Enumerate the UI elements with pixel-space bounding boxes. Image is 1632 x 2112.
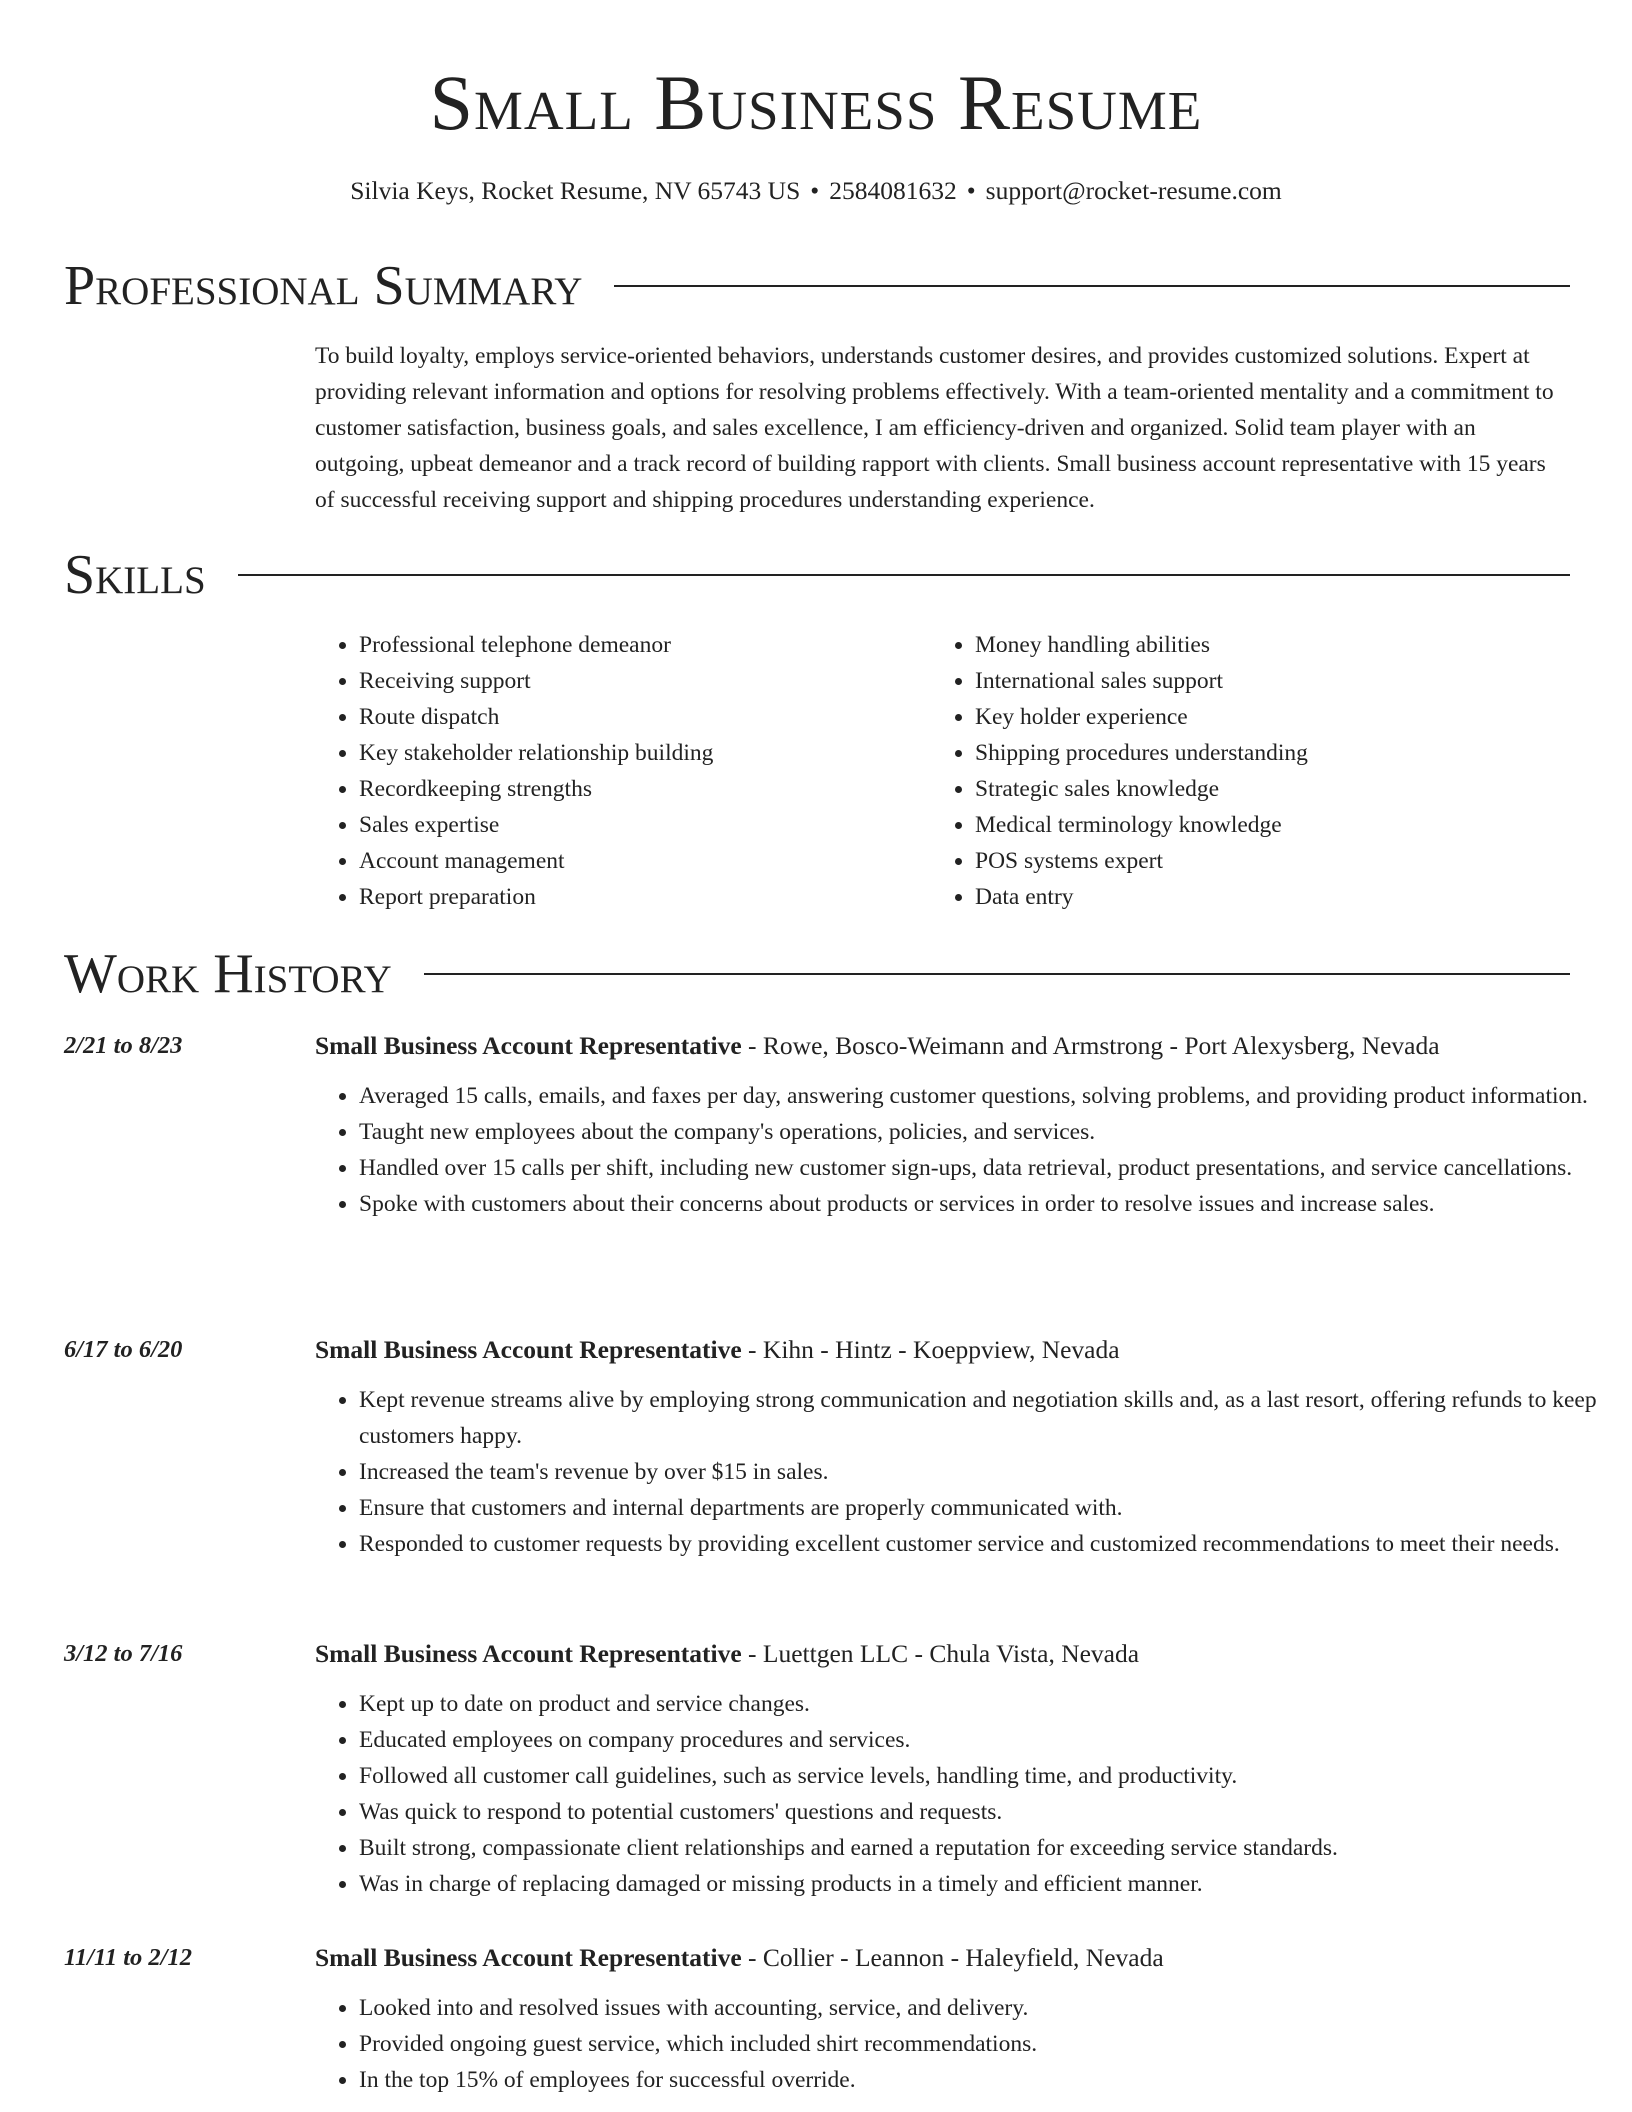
section-divider <box>424 973 1570 975</box>
job-bullet: • Spoke with customers about their concerns about products or services in order to resolve issues and increase sales. <box>359 1186 1614 1222</box>
job-bullet: • Looked into and resolved issues with accounting, service, and delivery. <box>359 1990 1614 2026</box>
job-title: Small Business Account Representative <box>315 1335 742 1364</box>
section-divider <box>614 285 1570 287</box>
skill-item: • Professional telephone demeanor <box>359 627 875 663</box>
contact-address: Silvia Keys, Rocket Resume, NV 65743 US <box>350 176 801 205</box>
skill-item: • POS systems expert <box>975 843 1491 879</box>
job-bullet: • Handled over 15 calls per shift, including new customer sign-ups, data retrieval, product presentations, and service cancellations. <box>359 1150 1614 1186</box>
skill-item: • Medical terminology knowledge <box>975 807 1491 843</box>
skill-item: • Recordkeeping strengths <box>359 771 875 807</box>
skill-item: • Shipping procedures understanding <box>975 735 1491 771</box>
contact-line <box>0 174 1632 208</box>
skills-column-right <box>931 627 1491 915</box>
skill-item: • International sales support <box>975 663 1491 699</box>
contact-separator: • <box>810 176 820 205</box>
skill-item: • Key holder experience <box>975 699 1491 735</box>
summary-section-header <box>64 254 1570 318</box>
job-bullet: • Averaged 15 calls, emails, and faxes per day, answering customer questions, solving problems, and providing product information. <box>359 1078 1614 1114</box>
skill-item: • Report preparation <box>359 879 875 915</box>
job-dates: 3/12 to 7/16 <box>64 1640 183 1667</box>
skill-item: • Money handling abilities <box>975 627 1491 663</box>
summary-text: To build loyalty, employs service-oriented behaviors, understands customer desires, and provides customized solutions. Expert at providing relevant information and options for resolving problems effectively. With a team-oriented mentality and a commitment to customer satisfaction, business goals, and sales excellence, I am efficiency-driven and organized. Solid team player with an outgoing, upbeat demeanor and a track record of building rapport with clients. Small business account representative with 15 years of successful receiving support and shipping procedures understanding experience. <box>315 343 1554 513</box>
job-bullet: • Kept up to date on product and service changes. <box>359 1686 1614 1722</box>
job-title: Small Business Account Representative <box>315 1031 742 1060</box>
job-bullet: • Responded to customer requests by providing excellent customer service and customized recommendations to meet their needs. <box>359 1526 1614 1562</box>
job-title: Small Business Account Representative <box>315 1639 742 1668</box>
job-employer-location: - Rowe, Bosco-Weimann and Armstrong - Port Alexysberg, Nevada <box>741 1031 1440 1060</box>
skills-section-header <box>64 543 1570 607</box>
job-bullet: • Was quick to respond to potential customers' questions and requests. <box>359 1794 1614 1830</box>
section-divider <box>238 574 1570 576</box>
job-heading <box>315 1332 1570 1368</box>
work-section-header <box>64 942 1570 1006</box>
job-bullet: • Taught new employees about the company's operations, policies, and services. <box>359 1114 1614 1150</box>
job-bullets <box>315 1990 1614 2098</box>
job-employer-location: - Luettgen LLC - Chula Vista, Nevada <box>741 1639 1140 1668</box>
work-heading: Work History <box>64 943 392 1005</box>
job-bullet: • Educated employees on company procedures and services. <box>359 1722 1614 1758</box>
job-bullet: • In the top 15% of employees for successful override. <box>359 2062 1614 2098</box>
job-bullets <box>315 1078 1614 1222</box>
job-heading <box>315 1636 1570 1672</box>
job-employer-location: - Collier - Leannon - Haleyfield, Nevada <box>741 1943 1164 1972</box>
summary-heading: Professional Summary <box>64 255 583 317</box>
job-bullets <box>315 1686 1614 1902</box>
job-dates: 11/11 to 2/12 <box>64 1944 192 1971</box>
contact-phone: 2584081632 <box>829 176 957 205</box>
skill-item: • Route dispatch <box>359 699 875 735</box>
skill-item: • Account management <box>359 843 875 879</box>
skill-item: • Receiving support <box>359 663 875 699</box>
job-title: Small Business Account Representative <box>315 1943 742 1972</box>
job-employer-location: - Kihn - Hintz - Koeppview, Nevada <box>741 1335 1120 1364</box>
skill-item: • Key stakeholder relationship building <box>359 735 875 771</box>
job-bullet: • Increased the team's revenue by over $15 in sales. <box>359 1454 1614 1490</box>
contact-email: support@rocket-resume.com <box>985 176 1282 205</box>
job-heading <box>315 1028 1570 1064</box>
skill-item: • Sales expertise <box>359 807 875 843</box>
skills-heading: Skills <box>64 544 206 606</box>
job-bullet: • Built strong, compassionate client relationships and earned a reputation for exceeding service standards. <box>359 1830 1614 1866</box>
skill-item: • Strategic sales knowledge <box>975 771 1491 807</box>
skills-column-left <box>315 627 875 915</box>
job-dates: 6/17 to 6/20 <box>64 1336 183 1363</box>
job-dates: 2/21 to 8/23 <box>64 1032 183 1059</box>
job-bullet: • Followed all customer call guidelines, such as service levels, handling time, and productivity. <box>359 1758 1614 1794</box>
job-bullet: • Provided ongoing guest service, which included shirt recommendations. <box>359 2026 1614 2062</box>
job-bullet: • Was in charge of replacing damaged or missing products in a timely and efficient manner. <box>359 1866 1614 1902</box>
job-bullet: • Ensure that customers and internal departments are properly communicated with. <box>359 1490 1614 1526</box>
skill-item: • Data entry <box>975 879 1491 915</box>
skills-list-left <box>315 627 875 915</box>
contact-separator: • <box>966 176 976 205</box>
resume-title: Small Business Resume <box>429 59 1203 146</box>
job-bullets <box>315 1382 1614 1562</box>
job-bullet: • Kept revenue streams alive by employing strong communication and negotiation skills and, as a last resort, offering refunds to keep customers happy. <box>359 1382 1614 1454</box>
skills-list-right <box>931 627 1491 915</box>
job-heading <box>315 1940 1570 1976</box>
